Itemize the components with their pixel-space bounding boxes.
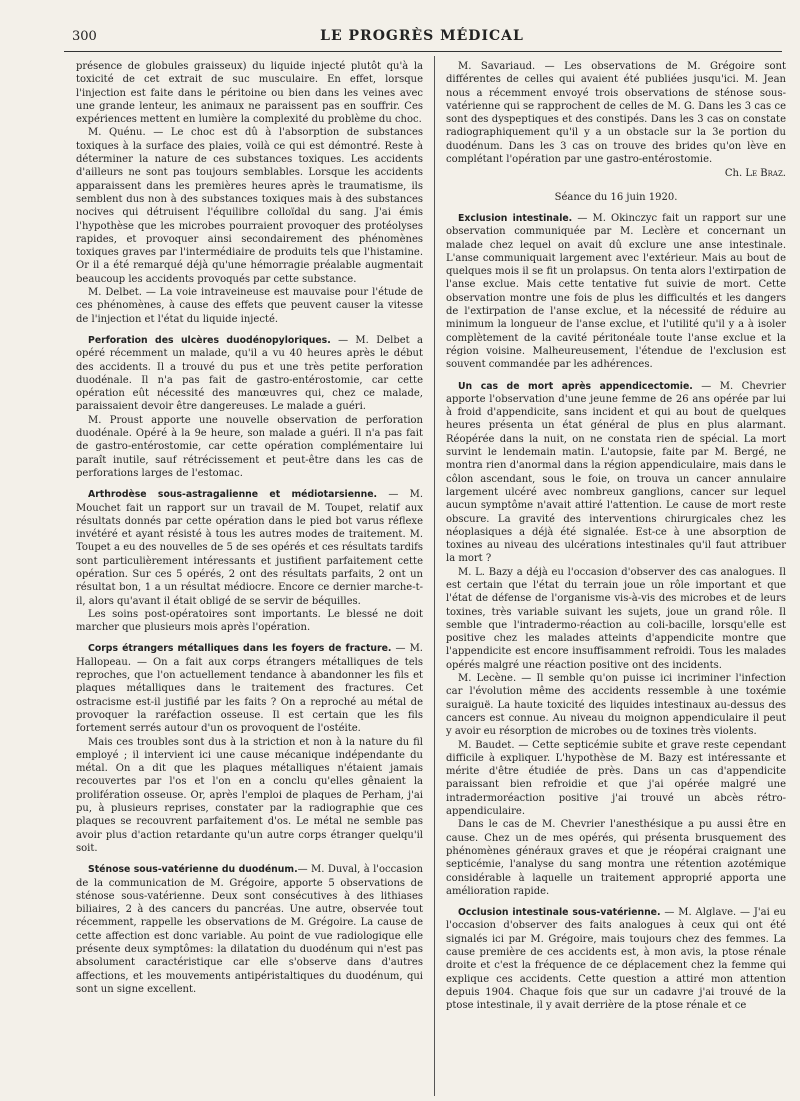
article-heading: Arthrodèse sous-astragalienne et médiotarsienne. [88,489,378,501]
article-lead: — M. Delbet a opéré récemment un malade, qu'il a vu 40 heures après le début des accidents. Il a trouvé du pus et une très petite perforation duodénale. Il n'a pas fait de gastro-entérostomie, car cette opération eût nécessité des manœuvres qui, chez ce malade, paraissaient devoir être dangereuses. Le malade a guéri. [76,334,423,413]
journal-title: LE PROGRÈS MÉDICAL [320,28,524,44]
article-lead: — M. Alglave. — J'ai eu l'occasion d'observer des faits analogues à ceux qui ont été signalés ici par M. Grégoire, mais toujours chez des femmes. La cause première de ces accidents est, à mon avis, la ptose rénale droite et c'est la fréquence de ce déplacement chez la femme qui explique ces accidents. Cette question a attiré mon attention depuis 1904. Chaque fois que sur un cadavre j'ai trouvé de la ptose intestinale, il y avait derrière de la ptose rénale et ce [446,907,786,1012]
page-header [62,26,782,48]
paragraph: M. Savariaud. — Les observations de M. Grégoire sont différentes de celles qui avaient été publiées jusqu'ici. M. Jean nous a récemment envoyé trois observations de sténose sous-vatérienne qui se rapprochent de celles de M. G. Dans les 3 cas ce sont des dyspeptiques et des constipés. Dans les 3 cas on constate radiographiquement qu'il y a un obstacle sur la 3e portion du duodénum. Dans les 3 cas on trouve des brides qu'on lève en complétant l'opération par une gastro-entérostomie. [446,61,786,166]
paragraph: Mais ces troubles sont dus à la striction et non à la nature du fil employé ; il intervient ici une cause mécanique indépendante du métal. On a dit que les plaques métalliques n'étaient jamais recouvertes par l'os et l'on en a conclu qu'elles gênaient la prolifération osseuse. Or, après l'emploi de plaques de Perham, j'ai pu, à plusieurs reprises, constater par la radiographie que ces plaques se recouvrent parfaitement d'os. Le métal ne semble pas avoir plus d'action retardante qu'un autre corps étranger quelqu'il soit. [76,736,423,854]
article-heading: Occlusion intestinale sous-vatérienne. [458,907,661,919]
article-stenose [76,863,423,996]
article-heading: Sténose sous-vatérienne du duodénum. [88,864,298,876]
paragraph: Les soins post-opératoires sont importants. Le blessé ne doit marcher que plusieurs mois après l'opération. [76,608,423,634]
article-lead: — M. Hallopeau. — On a fait aux corps étrangers métalliques de tels reproches, que l'on actuellement tendance à abandonner les fils et plaques métalliques dans le traitement des fractures. Cet ostracisme est-il justifié par les faits ? On a reproché au métal de provoquer la raréfaction osseuse. Il est certain que les fils fortement serrés autour d'un os provoquent de l'ostéite. [76,643,423,735]
article-lead: — M. Chevrier apporte l'observation d'une jeune femme de 26 ans opérée par lui à froid d'appendicite, sans incident et qui au bout de quelques heures présenta un état général de plus en plus alarmant. Réopérée dans la nuit, on ne constata rien de spécial. La mort survint le lendemain matin. L'autopsie, faite par M. Bergé, ne montra rien d'anormal dans la région appendiculaire, mais dans le côlon ascendant, sous le foie, on trouva un cancer annulaire largement ulcéré avec nombreux ganglions, cancer sur lequel aucun symptôme n'avait attiré l'attention. Le cause de mort reste obscure. La gravité des interventions chirurgicales chez les néoplasiques a déjà été signalée. Est-ce à une absorption de toxines au niveau des ulcérations intestinales qu'il faut attribuer la mort ? [446,380,786,565]
article-lead: — M. Okinczyc fait un rapport sur une observation communiquée par M. Leclère et concernant un malade chez lequel on avait dû exclure une anse intestinale. L'anse communiquait largement avec l'extérieur. Mais au bout de quelques mois il se fit un prolapsus. On tenta alors l'extirpation de l'anse exclue. Mais cette tentative fut suivie de mort. Cette observation montre une fois de plus les difficultés et les dangers de l'extirpation de l'anse exclue, et la nécessité de réduire au minimum la longueur de l'anse exclue, et l'utilité qu'il y a à isoler complètement de la cavité péritonéale toute l'anse exclue et la région voisine. Malheureusement, l'étendue de l'exclusion est souvent commandée par les adhérences. [446,212,786,371]
article-perforation [76,334,423,480]
seance-title: Séance du 16 juin 1920. [554,191,678,203]
article-lead: — M. Duval, à l'occasion de la communication de M. Grégoire, apporte 5 observations de sténose sous-vatérienne. Deux sont consécutives à des lithiases biliaires, 2 à des cancers du pancréas. Une autre, observée tout récemment, rappelle les observations de M. Grégoire. La cause de cette affection est donc variable. Au point de vue radiologique elle présente deux symptômes: la dilatation du duodénum qui n'est pas absolument caractéristique car elle s'observe dans d'autres affections, et les mouvements antipéristaltiques du duodénum, qui sont un signe excellent. [76,864,423,995]
paragraph: M. Lecène. — Il semble qu'on puisse ici incriminer l'infection car l'évolution même des accidents ressemble à une toxémie suraiguë. La haute toxicité des liquides intestinaux au-dessus des cancers est connue. Au niveau du moignon appendiculaire il peut y avoir eu résorption de microbes ou de toxines très violents. [446,673,786,738]
paragraph: M. Quénu. — Le choc est dû à l'absorption de substances toxiques à la surface des plaies, voilà ce qui est démontré. Reste à déterminer la nature de ces substances toxiques. Les accidents d'ailleurs ne sont pas toujours semblables. Lorsque les accidents apparaissent dans les premières heures après le traumatisme, ils semblent dus non à des substances toxiques mais à des substances nocives qui détruisent l'équilibre colloïdal du sang. J'ai émis l'hypothèse que les microbes pourraient provoquer des protéolyses rapides, et provoquer ainsi secondairement des phénomènes toxiques graves par l'intermédiaire de produits tels que l'histamine. Or il a été remarqué déjà qu'une hémorragie préalable augmentait beaucoup les accidents provoqués par cette substance. [76,127,423,285]
page-number: 300 [72,29,97,44]
column-divider [434,56,435,1096]
article-heading: Exclusion intestinale. [458,212,573,224]
signature-name: Le Braz. [745,168,786,180]
paragraph: M. Baudet. — Cette septicémie subite et grave reste cependant difficile à expliquer. L'hypothèse de M. Bazy est intéressante et mérite d'être étudiée de près. Dans un cas d'appendicite paraissant bien refroidie et que j'ai opérée malgré une intradermoréaction positive j'ai trouvé un abcès rétro-appendiculaire. [446,739,786,818]
header-rule [64,51,782,52]
paragraph: Dans le cas de M. Chevrier l'anesthésique a pu aussi être en cause. Chez un de mes opérés, qui présenta brusquement des phénomènes généraux graves et que je réopérai craignant une septicémie, l'analyse du sang montra une rétention azotémique considérable à laquelle un traitement approprié apporta une amélioration rapide. [446,819,786,897]
article-arthrodese [76,488,423,634]
article-lead: — M. Mouchet fait un rapport sur un travail de M. Toupet, relatif aux résultats donnés par cette opération dans le pied bot varus réflexe invétéré et ayant résisté à tous les autres modes de traitement. M. Toupet a eu des nouvelles de 5 de ses opérés et ces résultats tardifs sont particulièrement intéressants et justifient parfaitement cette opération. Sur ces 5 opérés, 2 ont des résultats parfaits, 2 ont un résultat bon, 1 a un résultat médiocre. Encore ce dernier marche-t-il, alors qu'avant il était obligé de se servir de béquilles. [76,489,424,607]
right-column [446,60,786,1012]
article-heading: Corps étrangers métalliques dans les foyers de fracture. [88,643,392,655]
signature [446,167,786,180]
paragraph: présence de globules graisseux) du liquide injecté plutôt qu'à la toxicité de cet extrait de suc musculaire. En effet, lorsque l'injection est faite dans le péritoine ou bien dans les veines avec une grande lenteur, les animaux ne paraissent pas en souffrir. Ces expériences mettent en lumière la complexité du problème du choc. [76,61,423,126]
article-heading: Perforation des ulcères duodénopyloriques. [88,334,331,346]
article-exclusion [446,212,786,372]
left-column [76,60,423,996]
signature-prefix: Ch. [724,168,746,180]
article-corps-etrangers [76,642,423,855]
paragraph: M. Proust apporte une nouvelle observation de perforation duodénale. Opéré à la 9e heure, son malade a guéri. Il n'a pas fait de gastro-entérostomie, car cette opération complémentaire lui paraît inutile, sauf rétrécissement et peut-être dans les cas de perforations larges de l'estomac. [76,414,423,479]
paragraph: M. L. Bazy a déjà eu l'occasion d'observer des cas analogues. Il est certain que l'état du terrain joue un rôle important et que l'état de défense de l'organisme vis-à-vis des microbes et de leurs toxines, très variable suivant les sujets, joue un grand rôle. Il semble que l'intradermo-réaction au coli-bacille, lorsqu'elle est positive chez les malades atteints d'appendicite montre que l'appendicite est encore insuffisamment refroidi. Tous les malades opérés malgré une réaction positive ont des incidents. [446,566,786,671]
paragraph: M. Delbet. — La voie intraveineuse est mauvaise pour l'étude de ces phénomènes, à cause des effets que peuvent causer la vitesse de l'injection et l'état du liquide injecté. [76,287,423,325]
article-occlusion [446,906,786,1012]
article-mort-appendicectomie [446,380,786,899]
article-heading: Un cas de mort après appendicectomie. [458,380,693,392]
